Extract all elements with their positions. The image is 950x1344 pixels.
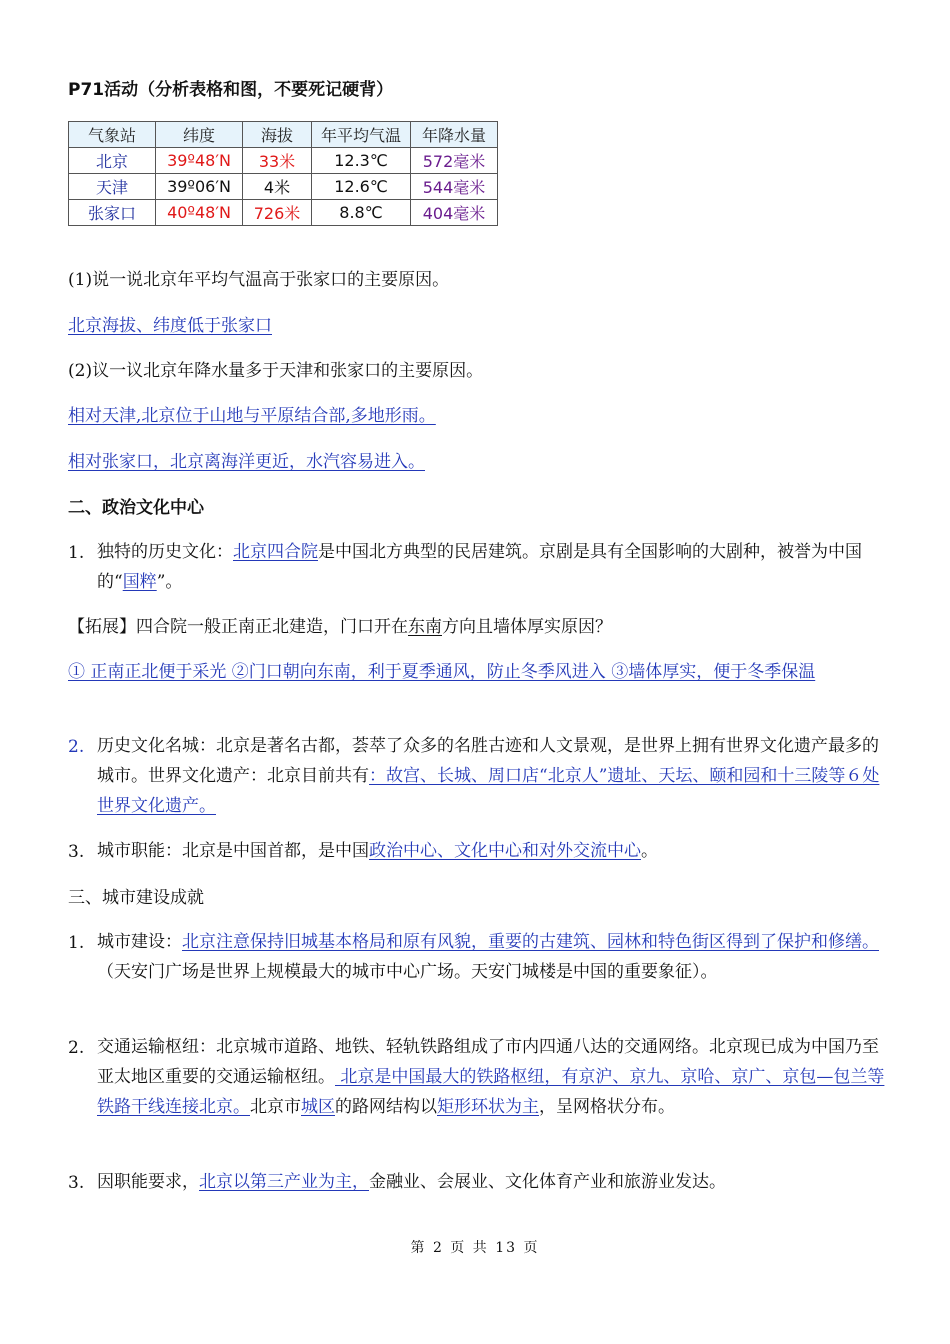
- temperature-cell: 12.3℃: [312, 148, 411, 174]
- header-station: 气象站: [69, 122, 156, 148]
- header-temperature: 年平均气温: [312, 122, 411, 148]
- item-text: 是中国北方典型的民居建筑。京剧是具有全国影响的大剧种，被誉为中国的“: [97, 542, 862, 592]
- temperature-cell: 8.8℃: [312, 200, 411, 226]
- item-text: ”。: [156, 572, 183, 592]
- list-number: 1.: [68, 543, 85, 563]
- item-text: 金融业、会展业、文化体育产业和旅游业发达。: [369, 1172, 726, 1192]
- item-answer: 国粹: [122, 572, 157, 592]
- latitude-cell: 40º48′N: [156, 200, 243, 226]
- list-number: 2.: [68, 737, 85, 757]
- item-text: ，呈网格状分布。: [539, 1097, 675, 1117]
- question-1: (1)说一说北京年平均气温高于张家口的主要原因。: [68, 270, 450, 290]
- list-number: 2.: [68, 1038, 85, 1058]
- item-text: （天安门广场是世界上规模最大的城市中心广场。天安门城楼是中国的重要象征）。: [97, 962, 718, 982]
- item-answer: 城区: [301, 1097, 335, 1117]
- item-answer: 北京是中国最大的铁路枢纽，有京沪、京九、京哈、京广、京包—包兰等铁路干线连接北京。: [97, 1067, 885, 1117]
- altitude-cell: 33米: [243, 148, 312, 174]
- ext-text: 【拓展】四合院一般正南正北建造，门口开在: [68, 617, 408, 637]
- header-latitude: 纬度: [156, 122, 243, 148]
- list-item-famous-city: [97, 731, 887, 821]
- list-item-city-function: [97, 836, 887, 866]
- item-answer: 北京四合院: [233, 542, 318, 562]
- item-answer: 北京注意保持旧城基本格局和原有风貌，重要的古建筑、园林和特色街区得到了保护和修缮。: [182, 932, 879, 952]
- list-item-transport-hub: [97, 1032, 887, 1122]
- station-cell: 张家口: [69, 200, 156, 226]
- table-row: [69, 200, 498, 226]
- item-text: 历史文化名城：北京是著名古都，荟萃了众多的名胜古迹和人文景观，是世界上拥有世界文化遗产最多的城市。世界文化遗产：北京目前共有: [97, 736, 879, 786]
- item-text: 交通运输枢纽：北京城市道路、地铁、轻轨铁路组成了市内四通八达的交通网络。北京现已成为中国乃至亚太地区重要的交通运输枢纽。: [97, 1037, 879, 1087]
- item-text: 北京市: [250, 1097, 301, 1117]
- altitude-cell: 4米: [243, 174, 312, 200]
- precipitation-cell: 544毫米: [411, 174, 498, 200]
- item-answer: ：故宫、长城、周口店“北京人”遗址、天坛、颐和园和十三陵等６处世界文化遗产。: [97, 766, 880, 816]
- item-answer: 政治中心、文化中心和对外交流中心: [369, 841, 641, 861]
- item-text: 城市职能：北京是中国首都，是中国: [97, 841, 369, 861]
- header-altitude: 海拔: [243, 122, 312, 148]
- table-row: [69, 174, 498, 200]
- page-footer: 第 2 页 共 13 页: [410, 1240, 540, 1256]
- list-number: 1.: [68, 933, 85, 953]
- station-cell: 北京: [69, 148, 156, 174]
- precipitation-cell: 572毫米: [411, 148, 498, 174]
- table-row: [69, 148, 498, 174]
- answer-2a: 相对天津,北京位于山地与平原结合部,多地形雨。: [68, 406, 436, 426]
- precipitation-cell: 404毫米: [411, 200, 498, 226]
- item-text: 。: [641, 841, 658, 861]
- activity-title: P71活动（分析表格和图，不要死记硬背）: [68, 80, 394, 100]
- item-text: 因职能要求，: [97, 1172, 199, 1192]
- temperature-cell: 12.6℃: [312, 174, 411, 200]
- extension-question: [68, 616, 612, 638]
- list-item-tertiary-industry: [97, 1167, 887, 1197]
- header-precipitation: 年降水量: [411, 122, 498, 148]
- item-text: 城市建设：: [97, 932, 182, 952]
- table-header-row: [69, 122, 498, 148]
- latitude-cell: 39º06′N: [156, 174, 243, 200]
- latitude-cell: 39º48′N: [156, 148, 243, 174]
- answer-1: 北京海拔、纬度低于张家口: [68, 316, 272, 336]
- list-number: 3.: [68, 1173, 85, 1193]
- weather-station-table: [68, 121, 498, 226]
- answer-2b: 相对张家口，北京离海洋更近，水汽容易进入。: [68, 452, 425, 472]
- list-item-history-culture: [97, 537, 887, 597]
- item-text: 独特的历史文化：: [97, 542, 233, 562]
- list-item-city-building: [97, 927, 887, 987]
- question-2: (2)议一议北京年降水量多于天津和张家口的主要原因。: [68, 361, 484, 381]
- ext-text: 方向且墙体厚实原因？: [442, 617, 612, 637]
- section-heading-politics-culture: 二、政治文化中心: [68, 498, 204, 518]
- altitude-cell: 726米: [243, 200, 312, 226]
- ext-underlined: 东南: [408, 617, 442, 637]
- station-cell: 天津: [69, 174, 156, 200]
- item-text: 的路网结构以: [335, 1097, 437, 1117]
- list-number: 3.: [68, 842, 85, 862]
- section-heading-city-construction: 三、城市建设成就: [68, 888, 204, 908]
- extension-answer: ① 正南正北便于采光 ②门口朝向东南，利于夏季通风，防止冬季风进入 ③墙体厚实，便于冬季保温: [68, 662, 816, 682]
- item-answer: 北京以第三产业为主，: [199, 1172, 369, 1192]
- item-answer: 矩形环状为主: [437, 1097, 539, 1117]
